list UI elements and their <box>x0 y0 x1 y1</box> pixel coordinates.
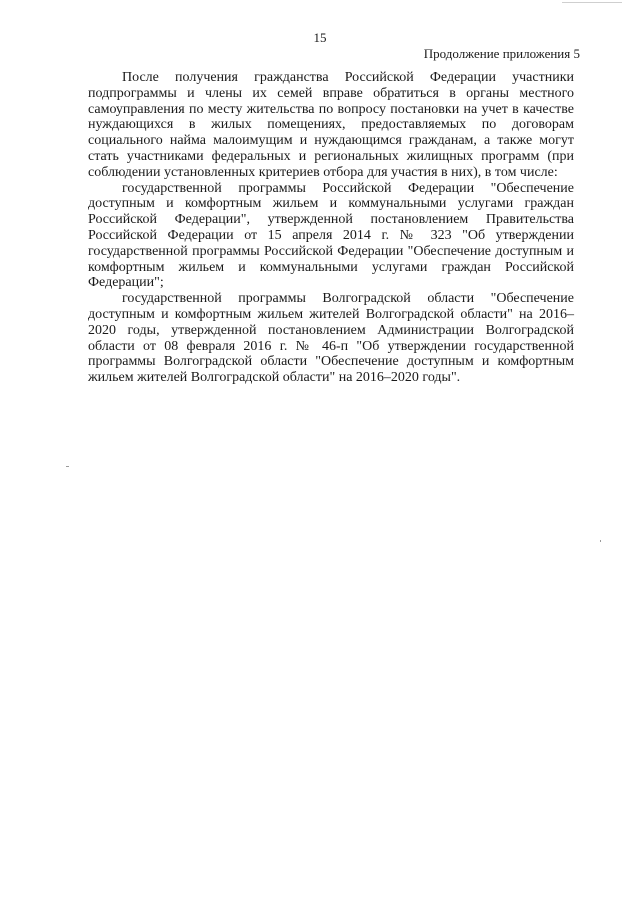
paragraph-regional-program: государственной программы Волгоградской области "Обеспечение доступным и комфортным жильем жителей Волгоградской области" на 2016–2020 годы, утвержденной постановлением Администрации Волгоградской области от 08 февраля 2016 г. № 46-п "Об утверждении государственной программы Волгоградской области "Обеспечение доступным и комфортным жильем жителей Волгоградской области" на 2016–2020 годы". <box>88 291 574 386</box>
paragraph-federal-program: государственной программы Российской Федерации "Обеспечение доступным и комфортным жильем и коммунальными услугами граждан Российской Федерации", утвержденной постановлением Правительства Российской Федерации от 15 апреля 2014 г. № 323 "Об утверждении государственной программы Российской Федерации "Обеспечение доступным и комфортным жильем и коммунальными услугами граждан Российской Федерации"; <box>88 180 574 291</box>
page-number: 15 <box>313 30 327 45</box>
paragraph-citizenship: После получения гражданства Российской Федерации участники подпрограммы и члены их семей вправе обратиться в органы местного самоуправления по месту жительства по вопросу постановки на учет в качестве нуждающихся в жилых помещениях, предоставляемых по договорам социального найма малоимущим и нуждающимся гражданам, а также могут стать участниками федеральных и региональных жилищных программ (при соблюдении установленных критериев отбора для участия в них), в том числе: <box>88 70 574 180</box>
scan-speck <box>66 466 69 467</box>
scan-speck <box>600 540 601 542</box>
appendix-continuation-note: Продолжение приложения 5 <box>423 46 580 61</box>
document-body <box>88 70 574 386</box>
scan-mark <box>562 2 622 3</box>
